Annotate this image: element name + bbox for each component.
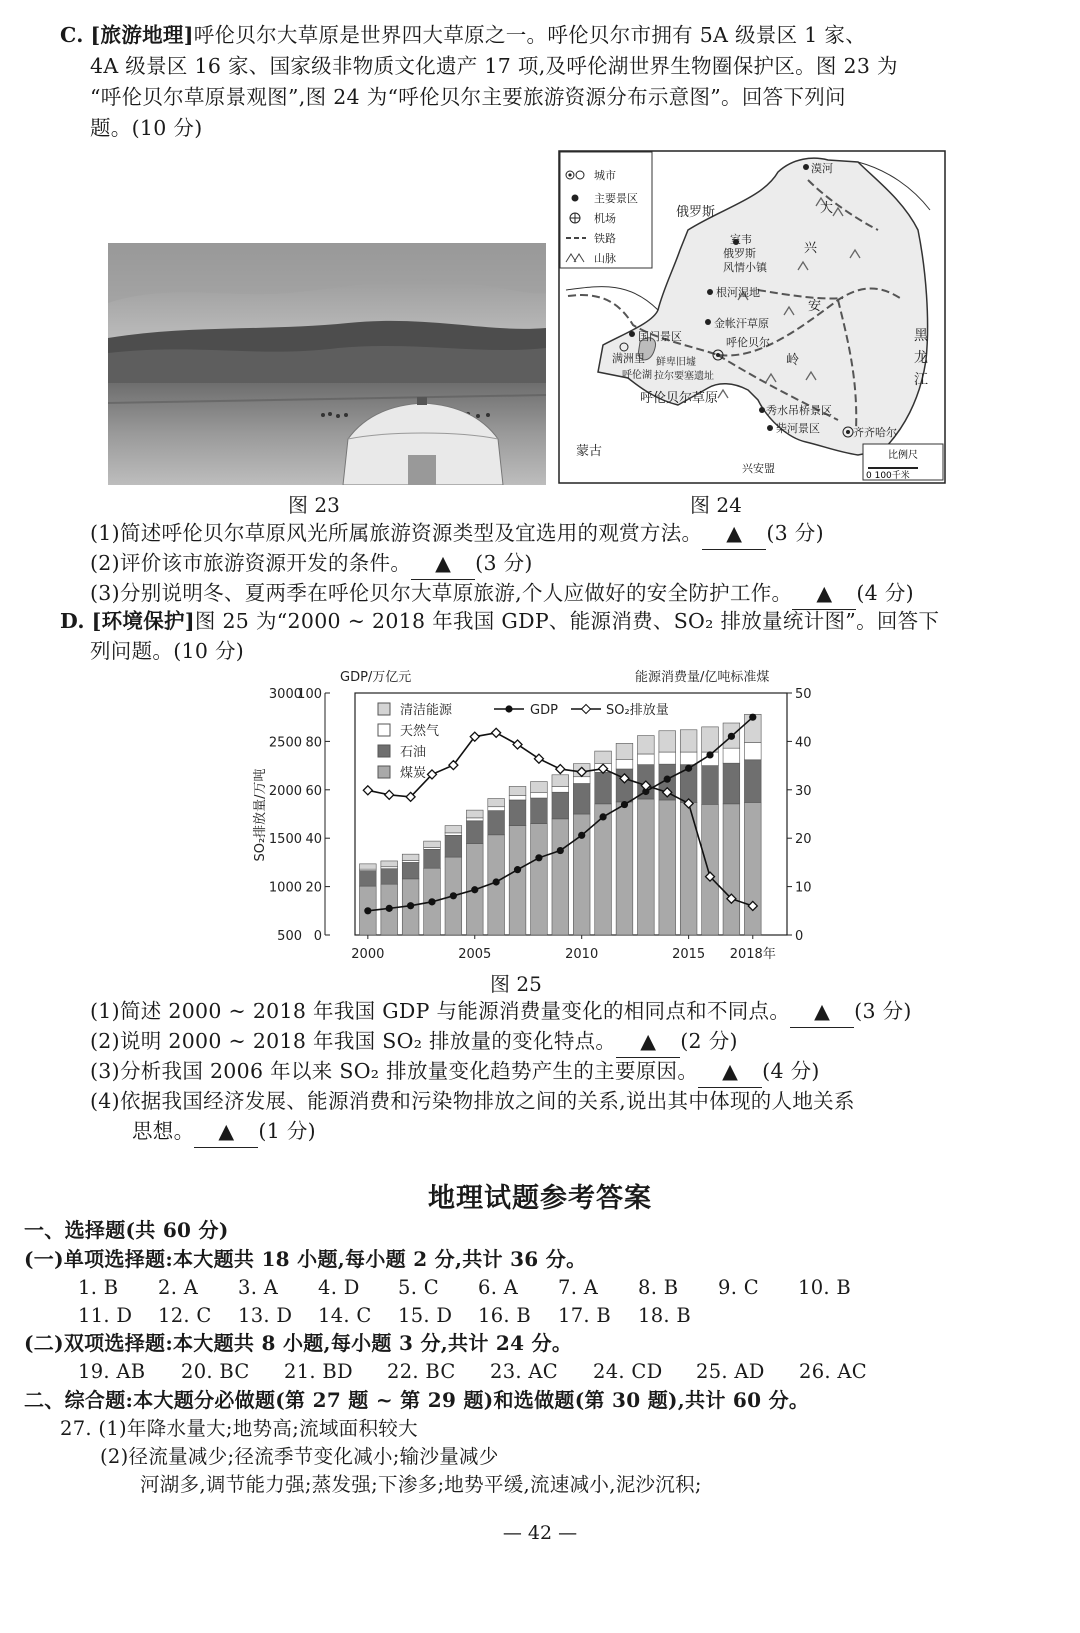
legend-swatch-天然气 [378,724,390,736]
gdp-point-2016 [706,751,713,758]
label-mohe: 漠河 [811,162,833,175]
partC-line4: 题。(10 分) [90,116,203,140]
answer-blank: ▲ [194,1116,258,1148]
answer-item: 23. AC [490,1360,559,1383]
answers-sub-1: (一)单项选择题:本大题共 18 小题,每小题 2 分,共计 36 分。 [24,1247,587,1271]
scale-text: 0 100千米 [866,471,910,481]
energy-bar-清洁能源-2007 [509,786,526,795]
so2-tick-label: 500 [277,929,302,944]
label-heilongjiang-3: 江 [914,372,928,388]
so2-tick-label: 2000 [268,783,302,799]
energy-bar-清洁能源-2000 [359,864,376,869]
energy-tick-label: 40 [795,735,812,751]
answer-item: 24. CD [593,1360,663,1383]
energy-bar-天然气-2005 [466,818,483,821]
answers-title: 地理试题参考答案 [428,1183,652,1214]
energy-bar-天然气-2013 [638,754,655,765]
partC-question-3: (3)分别说明冬、夏两季在呼伦贝尔大草原旅游,个人应做好的安全防护工作。 ▲ (4 分) [90,578,914,610]
legend-label-天然气: 天然气 [400,724,440,739]
legend-airport: 机场 [594,212,616,225]
energy-bar-清洁能源-2013 [638,736,655,754]
energy-bar-石油-2003 [424,849,441,868]
energy-bar-煤炭-2016 [702,804,719,935]
energy-bar-石油-2009 [552,792,569,819]
energy-bar-煤炭-2013 [638,799,655,935]
answer-27-2: (2)径流量减少;径流季节变化减小;输沙量减少 [100,1445,499,1468]
label-heilongjiang-2: 龙 [914,350,928,366]
energy-bar-天然气-2006 [488,807,505,811]
answer-blank: ▲ [792,578,856,610]
answer-item: 26. AC [799,1360,868,1383]
so2-tick-label: 2500 [268,735,302,751]
answer-item: 4. D [318,1276,360,1299]
label-dxal-2: 兴 [804,241,818,256]
answer-blank: ▲ [702,518,766,550]
energy-bar-石油-2006 [488,811,505,835]
energy-tick-label: 0 [795,929,804,944]
energy-bar-石油-2000 [359,871,376,886]
label-guomen: 国门景区 [638,330,682,343]
gdp-point-2004 [450,892,457,899]
energy-bar-煤炭-2018 [744,802,761,935]
label-shiwei: 室韦 [730,233,752,246]
tourism-map [558,150,946,484]
gdp-point-2018 [749,714,756,721]
gdp-tick-label: 80 [305,735,322,751]
x-tick-label: 2000 [351,947,385,962]
x-tick-label: 2015 [672,947,706,962]
legend-label-煤炭: 煤炭 [400,766,427,781]
energy-bar-天然气-2015 [680,752,697,765]
label-xianbei: 鲜卑旧墟 [656,357,696,368]
gdp-point-2008 [535,854,542,861]
x-tick-label: 2018年 [729,947,776,962]
partD-text-1: 图 25 为“2000 ~ 2018 年我国 GDP、能源消费、SO₂ 排放量统计图”。回答下 [194,609,940,633]
gdp-point-2003 [428,898,435,905]
energy-bar-天然气-2017 [723,748,740,763]
legend-swatch-煤炭 [378,766,390,778]
energy-bar-清洁能源-2005 [466,810,483,818]
answer-27-3: 河湖多,调节能力强;蒸发强;下渗多;地势平缓,流速减小,泥沙沉积; [140,1473,702,1496]
so2-tick-label: 1000 [268,880,302,896]
label-qiqihaer: 齐齐哈尔 [853,426,897,439]
partD-question-2: (2)说明 2000 ~ 2018 年我国 SO₂ 排放量的变化特点。 ▲ (2 分) [90,1026,738,1058]
partC-question-1: (1)简述呼伦贝尔草原风光所属旅游资源类型及宜选用的观赏方法。 ▲ (3 分) [90,518,824,550]
answer-blank: ▲ [698,1056,762,1088]
label-mongolia: 蒙古 [576,444,603,459]
answer-item: 5. C [398,1276,439,1299]
fig23-caption: 图 23 [288,493,340,517]
answer-item: 22. BC [387,1360,456,1383]
answer-item: 20. BC [181,1360,250,1383]
partC-line2: 4A 级景区 16 家、国家级非物质文化遗产 17 项,及呼伦湖世界生物圈保护区。图 23 为 [90,54,898,78]
label-manzhouli: 满洲里 [612,352,645,365]
partD-tag: [环境保护] [91,609,195,633]
legend-city: 城市 [594,169,616,182]
answer-blank: ▲ [616,1026,680,1058]
x-tick-label: 2010 [565,947,599,962]
partD-question-3: (3)分析我国 2006 年以来 SO₂ 排放量变化趋势产生的主要原因。 ▲ (4 分) [90,1056,820,1088]
partC-question-2: (2)评价该市旅游资源开发的条件。 ▲ (3 分) [90,548,533,580]
legend-swatch-石油 [378,745,390,757]
legend-spot: 主要景区 [594,192,638,205]
gdp-point-2006 [493,878,500,885]
gdp-tick-label: 20 [305,880,322,896]
gdp-point-2000 [364,907,371,914]
gdp-tick-label: 60 [305,783,322,799]
answer-blank: ▲ [411,548,475,580]
energy-bar-清洁能源-2004 [445,826,462,833]
partD-line2: 列问题。(10 分) [90,639,245,663]
legend-label-gdp: GDP [530,703,558,718]
legend-label-石油: 石油 [400,745,427,760]
energy-bar-清洁能源-2003 [424,841,441,847]
label-caoyuan: 呼伦贝尔草原 [640,391,719,406]
energy-bar-天然气-2010 [573,777,590,784]
answer-item: 10. B [798,1276,852,1299]
partD-line1 [60,606,939,637]
label-russia: 俄罗斯 [676,205,716,220]
gdp-point-2014 [664,776,671,783]
energy-bar-清洁能源-2016 [702,727,719,752]
energy-bar-石油-2011 [595,772,612,803]
energy-bar-清洁能源-2014 [659,731,676,752]
energy-bar-石油-2001 [381,869,398,884]
energy-bar-石油-2007 [509,800,526,826]
energy-bar-清洁能源-2008 [531,782,548,793]
answers-sub-2: (二)双项选择题:本大题共 8 小题,每小题 3 分,共计 24 分。 [24,1331,573,1355]
energy-bar-天然气-2018 [744,742,761,759]
energy-bar-煤炭-2008 [531,824,548,935]
energy-bar-煤炭-2014 [659,800,676,935]
answer-item: 13. D [238,1304,293,1327]
energy-bar-煤炭-2017 [723,804,740,935]
label-dxal-4: 岭 [786,353,800,368]
gdp-point-2011 [599,813,606,820]
legend-swatch-清洁能源 [378,703,390,715]
axis-label-energy: 能源消费量/亿吨标准煤 [635,670,770,685]
partD-question-1: (1)简述 2000 ~ 2018 年我国 GDP 与能源消费量变化的相同点和不同点。 ▲ (3 分) [90,996,912,1028]
energy-bar-清洁能源-2012 [616,743,633,759]
label-dxal-1: 大 [820,201,834,216]
energy-bar-石油-2008 [531,798,548,824]
gdp-point-2010 [578,832,585,839]
gdp-point-2015 [685,765,692,772]
axis-label-so2: SO₂排放量/万吨 [253,768,268,862]
answer-item: 18. B [638,1304,692,1327]
answer-item: 21. BD [284,1360,353,1383]
energy-bar-天然气-2007 [509,796,526,800]
gdp-point-2005 [471,886,478,893]
legend-label-清洁能源: 清洁能源 [400,703,453,718]
partD-question-4-cont: 思想。 ▲ (1 分) [132,1116,316,1148]
energy-bar-煤炭-2007 [509,826,526,935]
answer-item: 16. B [478,1304,532,1327]
gdp-point-2012 [621,801,628,808]
partC-line1 [60,20,866,51]
energy-bar-石油-2010 [573,784,590,814]
energy-bar-清洁能源-2006 [488,799,505,807]
gdp-point-2017 [728,733,735,740]
energy-bar-清洁能源-2001 [381,861,398,867]
energy-bar-天然气-2014 [659,752,676,764]
label-heilongjiang-1: 黑 [914,328,928,344]
answers-section-2: 二、综合题:本大题分必做题(第 27 题 ~ 第 29 题)和选做题(第 30 题),共计 60 分。 [24,1388,810,1412]
fig24-caption: 图 24 [690,493,742,517]
energy-bar-天然气-2009 [552,786,569,792]
answer-item: 11. D [78,1304,133,1327]
energy-bar-清洁能源-2009 [552,775,569,787]
legend-mountain: 山脉 [594,252,616,265]
single-answers-row-2 [78,1302,718,1330]
page-number: — 42 — [502,1522,578,1544]
energy-bar-石油-2004 [445,835,462,857]
energy-chart [240,665,820,975]
energy-tick-label: 10 [795,880,812,896]
answer-item: 14. C [318,1304,372,1327]
label-jinzhang: 金帐汗草原 [714,317,769,330]
energy-bar-石油-2002 [402,862,419,878]
answer-item: 8. B [638,1276,679,1299]
partC-text-1: 呼伦贝尔大草原是世界四大草原之一。呼伦贝尔市拥有 5A 级景区 1 家、 [193,23,866,47]
legend-gdp-marker [505,705,512,712]
energy-bar-石油-2005 [466,821,483,844]
gdp-tick-label: 40 [305,832,322,848]
gdp-point-2002 [407,902,414,909]
energy-bar-清洁能源-2011 [595,751,612,764]
gdp-point-2007 [514,866,521,873]
axis-label-gdp: GDP/万亿元 [340,670,412,685]
gdp-tick-label: 100 [297,687,322,702]
energy-bar-天然气-2004 [445,833,462,835]
label-fengqing: 风情小镇 [723,261,767,274]
answer-item: 19. AB [78,1360,146,1383]
partD-label: D. [60,609,85,633]
label-eluosi-minzu: 俄罗斯 [723,247,756,260]
energy-bar-煤炭-2011 [595,804,612,935]
energy-bar-清洁能源-2002 [402,854,419,860]
answer-item: 6. A [478,1276,519,1299]
label-hulunbeier: 呼伦贝尔 [726,336,770,349]
legend-railway: 铁路 [594,232,616,245]
answer-item: 17. B [558,1304,612,1327]
answer-item: 3. A [238,1276,279,1299]
answer-blank: ▲ [790,996,854,1028]
answer-item: 15. D [398,1304,453,1327]
energy-tick-label: 20 [795,832,812,848]
gdp-point-2001 [386,905,393,912]
energy-bar-石油-2018 [744,760,761,803]
so2-tick-label: 3000 [268,687,302,702]
label-chaihe: 柴河景区 [776,422,820,435]
answer-item: 9. C [718,1276,759,1299]
double-answers-row [78,1358,902,1386]
answers-section-1: 一、选择题(共 60 分) [24,1218,229,1242]
answer-item: 25. AD [696,1360,765,1383]
answer-item: 2. A [158,1276,199,1299]
partD-question-4: (4)依据我国经济发展、能源消费和污染物排放之间的关系,说出其中体现的人地关系 [90,1089,855,1113]
answer-item: 1. B [78,1276,119,1299]
answer-item: 7. A [558,1276,599,1299]
gdp-tick-label: 0 [313,929,322,944]
so2-tick-label: 1500 [268,832,302,848]
answer-27-1: 27. (1)年降水量大;地势高;流域面积较大 [60,1417,418,1440]
energy-bar-清洁能源-2015 [680,730,697,752]
energy-tick-label: 50 [795,687,812,702]
partC-tag: [旅游地理] [90,23,194,47]
energy-tick-label: 30 [795,783,812,799]
partC-line3: “呼伦贝尔草原景观图”,图 24 为“呼伦贝尔主要旅游资源分布示意图”。回答下列问 [90,85,846,109]
energy-bar-煤炭-2012 [616,802,633,935]
fig25-caption: 图 25 [490,972,542,996]
energy-bar-石油-2017 [723,763,740,804]
single-answers-row-1 [78,1274,878,1302]
x-tick-label: 2005 [458,947,492,962]
answer-item: 12. C [158,1304,212,1327]
gdp-point-2009 [557,847,564,854]
energy-bar-天然气-2012 [616,759,633,769]
partC-label: C. [60,23,84,47]
label-hulunhu: 呼伦湖 [622,370,652,381]
label-xinganmeng: 兴安盟 [742,462,775,475]
energy-bar-石油-2016 [702,766,719,805]
label-dxal-3: 安 [808,299,822,314]
energy-bar-天然气-2008 [531,793,548,798]
label-xiushui: 秀水吊桥景区 [766,404,832,417]
scale-title: 比例尺 [888,450,918,461]
legend-label-so2: SO₂排放量 [606,703,669,718]
energy-bar-煤炭-2009 [552,819,569,935]
label-lalabu: 拉尔要塞遗址 [654,371,714,382]
grassland-photo [108,243,546,485]
label-genhe: 根河湿地 [716,286,760,299]
